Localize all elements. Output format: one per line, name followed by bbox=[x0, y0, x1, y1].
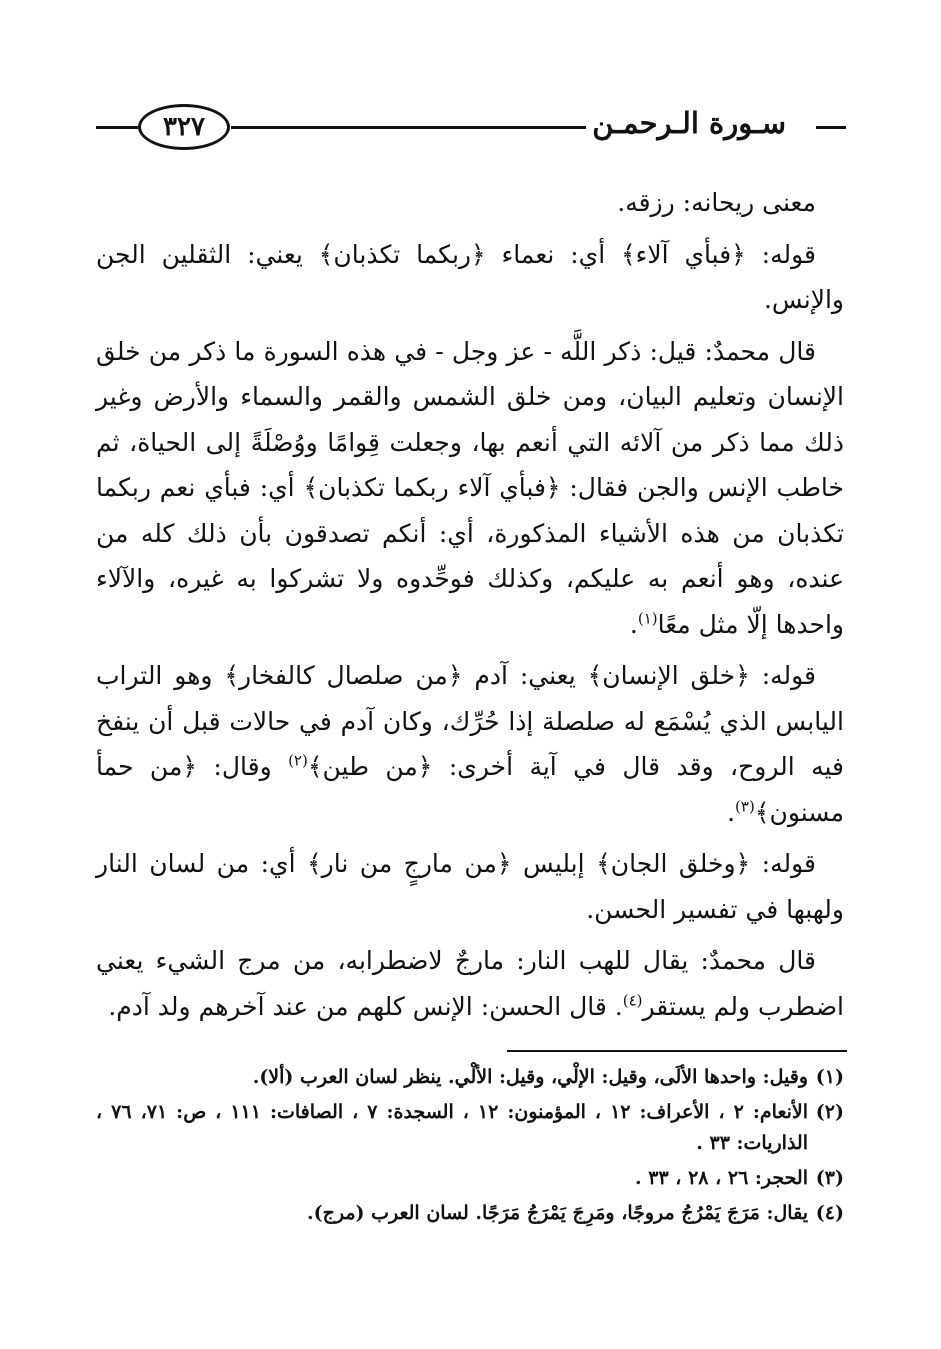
paragraph-text: قوله: ﴿فبأي آلاء﴾ أي: نعماء ﴿ربكما تكذبان﴾ يعني: الثقلين الجن والإنس. bbox=[96, 239, 844, 314]
paragraph-text: وقال: ﴿من حمأ مسنون﴾ bbox=[96, 752, 844, 827]
footnote-number: (٤) bbox=[815, 1202, 844, 1224]
surah-title: سـورة الـرحمـن bbox=[592, 106, 786, 140]
paragraph-tail: . bbox=[727, 797, 736, 827]
footnote-number: (٣) bbox=[815, 1167, 844, 1189]
header-rule-middle bbox=[231, 126, 586, 129]
footnote-ref[interactable]: (٣) bbox=[735, 797, 755, 816]
footnote-separator bbox=[507, 1050, 847, 1052]
footnote bbox=[96, 1097, 844, 1159]
paragraph-text: قوله: ﴿وخلق الجان﴾ إبليس ﴿من مارجٍ من نار﴾ أي: من لسان النار ولهبها في تفسير الحسن. bbox=[96, 849, 844, 924]
paragraph bbox=[96, 653, 844, 835]
footnote-text: وقيل: واحدها الألَى، وقيل: الإلْي، وقيل: الألْي. ينظر لسان العرب (ألا). bbox=[252, 1066, 808, 1088]
paragraph bbox=[96, 232, 844, 323]
footnote bbox=[96, 1198, 844, 1229]
footnote-ref[interactable]: (١) bbox=[637, 609, 658, 628]
footnote-ref[interactable]: (٢) bbox=[288, 751, 308, 770]
footnote-text: الحجر: ٢٦ ، ٢٨ ، ٣٣ . bbox=[635, 1167, 808, 1189]
footnote-number: (١) bbox=[815, 1066, 844, 1088]
main-text bbox=[96, 180, 844, 1035]
paragraph-tail: . قال الحسن: الإنس كلهم من عند آخرهم ولد آدم. bbox=[108, 991, 623, 1021]
header-rule-left bbox=[96, 126, 138, 129]
paragraph-text: معنى ريحانه: رزقه. bbox=[617, 188, 816, 217]
paragraph bbox=[96, 180, 844, 226]
page-number: ٣٢٧ bbox=[138, 104, 230, 150]
page-header bbox=[96, 100, 846, 154]
paragraph bbox=[96, 841, 844, 932]
footnote bbox=[96, 1062, 844, 1093]
header-rule-right bbox=[816, 126, 846, 129]
paragraph-text: قال محمدٌ: يقال للهب النار: مارجٌ لاضطرابه، من مرج الشيء يعني اضطرب ولم يستقر bbox=[96, 946, 844, 1021]
footnote bbox=[96, 1163, 844, 1194]
paragraph-tail: . bbox=[629, 609, 638, 639]
paragraph bbox=[96, 329, 844, 648]
footnote-number: (٢) bbox=[815, 1101, 844, 1123]
paragraph-text: قوله: ﴿خلق الإنسان﴾ يعني: آدم ﴿من صلصال كالفخار﴾ وهو التراب اليابس الذي يُسْمَع له صلصلة إذا حُرِّك، وكان آدم في حالات قبل أن ينفخ فيه الروح، وقد قال في آية أخرى: ﴿من طين﴾ bbox=[96, 661, 844, 781]
footnote-ref[interactable]: (٤) bbox=[622, 991, 643, 1010]
paragraph-text: قال محمدٌ: قيل: ذكر اللَّه - عز وجل - في هذه السورة ما ذكر من خلق الإنسان وتعليم البيان، ومن خلق الشمس والقمر والسماء والأرض وغير ذلك مما ذكر من آلائه التي أنعم بها، وجعلت قِوامًا ووُصْلَةً إلى الحياة، ثم خاطب الإنس والجن فقال: ﴿فبأي آلاء ربكما تكذبان﴾ أي: فبأي نعم ربكما تكذبان من هذه الأشياء المذكورة، أي: أنكم تصدقون بأن ذلك كله من عنده، وهو أنعم به عليكم، وكذلك فوحِّدوه ولا تشركوا به غيره، والآلاء واحدها إلّا مثل معًا bbox=[96, 336, 844, 639]
footnote-text: الأنعام: ٢ ، الأعراف: ١٢ ، المؤمنون: ١٢ ، السجدة: ٧ ، الصافات: ١١١ ، ص: ٧١، ٧٦ ، الذاريات: ٣٣ . bbox=[96, 1101, 809, 1154]
paragraph bbox=[96, 938, 844, 1029]
footnotes bbox=[96, 1062, 844, 1233]
footnote-text: يقال: مَرَجَ يَمْرُجُ مروجًا، ومَرِجَ يَمْرَجُ مَرَجًا. لسان العرب (مرج). bbox=[306, 1202, 808, 1224]
